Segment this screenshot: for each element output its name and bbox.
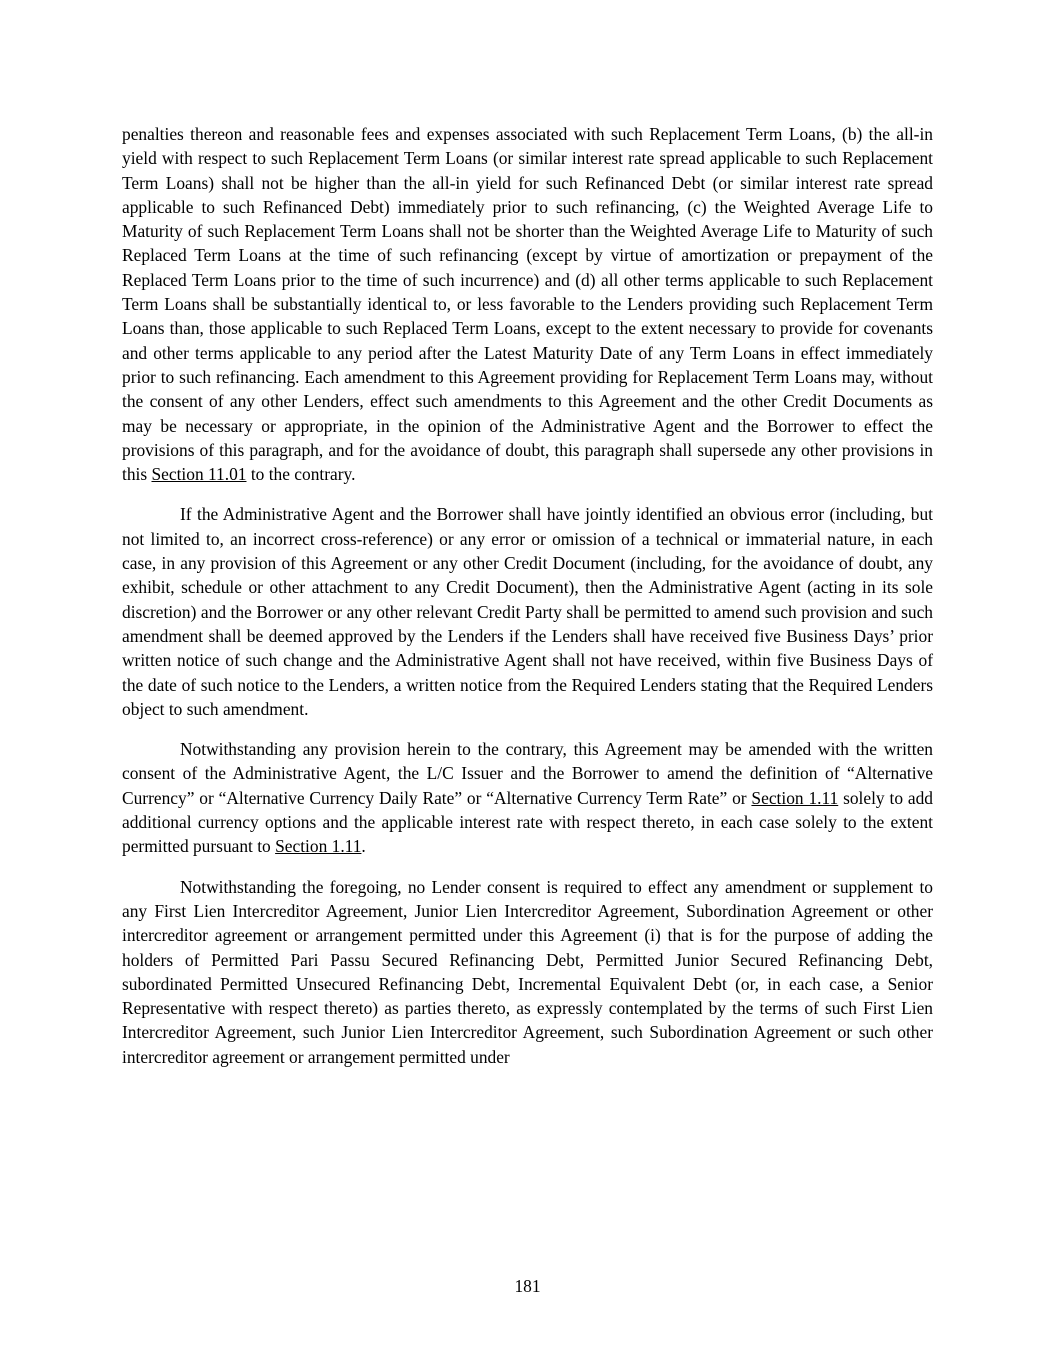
section-1-11-reference-second: Section 1.11 (275, 836, 362, 857)
section-1-11-reference-first: Section 1.11 (751, 787, 839, 808)
paragraph-3-text: Notwithstanding any provision herein to the contrary, this Agreement may be amended with the written consent of the Administrative Agent, the L/C Issuer and the Borrower to amend the definition of “Alternative Currency” or “Alternative Currency Daily Rate” or “Alternative Currency Term Rate” or (122, 739, 933, 808)
document-body (122, 122, 933, 1085)
paragraph-1-text-end: to the contrary. (246, 464, 356, 485)
paragraph-1 (122, 122, 933, 486)
page-number: 181 (514, 1276, 541, 1296)
paragraph-4 (122, 875, 933, 1069)
paragraph-2-text: If the Administrative Agent and the Borrower shall have jointly identified an obvious error (including, but not limited to, an incorrect cross-reference) or any error or omission of a technical or immaterial nature, in each case, in any provision of this Agreement or any other Credit Document (including, for the avoidance of doubt, any exhibit, schedule or other attachment to any Credit Document), then the Administrative Agent (acting in its sole discretion) and the Borrower or any other relevant Credit Party shall be permitted to amend such provision and such amendment shall be deemed approved by the Lenders if the Lenders shall have received five Business Days’ prior written notice of such change and the Administrative Agent shall not have received, within five Business Days of the date of such notice to the Lenders, a written notice from the Required Lenders stating that the Required Lenders object to such amendment. (122, 504, 933, 719)
paragraph-3 (122, 737, 933, 858)
paragraph-3-text-middle: solely to add additional currency options and the applicable interest rate with respect thereto, in each case solely to the extent permitted pursuant to (122, 787, 933, 857)
paragraph-2 (122, 502, 933, 721)
paragraph-1-text: penalties thereon and reasonable fees and expenses associated with such Replacement Term Loans, (b) the all-in yield with respect to such Replacement Term Loans (or similar interest rate spread applicable to such Replacement Term Loans) shall not be higher than the all-in yield for such Refinanced Debt (or similar interest rate spread applicable to such Refinanced Debt) immediately prior to such refinancing, (c) the Weighted Average Life to Maturity of such Replacement Term Loans shall not be shorter than the Weighted Average Life to Maturity of such Replaced Term Loans at the time of such refinancing (except by virtue of amortization or prepayment of the Replaced Term Loans prior to the time of such incurrence) and (d) all other terms applicable to such Replacement Term Loans shall be substantially identical to, or less favorable to the Lenders providing such Replacement Term Loans than, those applicable to such Replaced Term Loans, except to the extent necessary to provide for covenants and other terms applicable to any period after the Latest Maturity Date of any Term Loans in effect immediately prior to such refinancing. Each amendment to this Agreement providing for Replacement Term Loans may, without the consent of any other Lenders, effect such amendments to this Agreement and the other Credit Documents as may be necessary or appropriate, in the opinion of the Administrative Agent and the Borrower to effect the provisions of this paragraph, and for the avoidance of doubt, this paragraph shall supersede any other provisions in this (122, 124, 933, 485)
paragraph-4-text: Notwithstanding the foregoing, no Lender consent is required to effect any amendment or supplement to any First Lien Intercreditor Agreement, Junior Lien Intercreditor Agreement, Subordination Agreement or other intercreditor agreement or arrangement permitted under this Agreement (i) that is for the purpose of adding the holders of Permitted Pari Passu Secured Refinancing Debt, Permitted Junior Secured Refinancing Debt, subordinated Permitted Unsecured Refinancing Debt, Incremental Equivalent Debt (or, in each case, a Senior Representative with respect thereto) as parties thereto, as expressly contemplated by the terms of such First Lien Intercreditor Agreement, such Junior Lien Intercreditor Agreement, such Subordination Agreement or such other intercreditor agreement or arrangement permitted under (122, 876, 933, 1067)
section-11-01-reference: Section 11.01 (151, 464, 247, 485)
paragraph-3-text-end: . (361, 836, 366, 857)
